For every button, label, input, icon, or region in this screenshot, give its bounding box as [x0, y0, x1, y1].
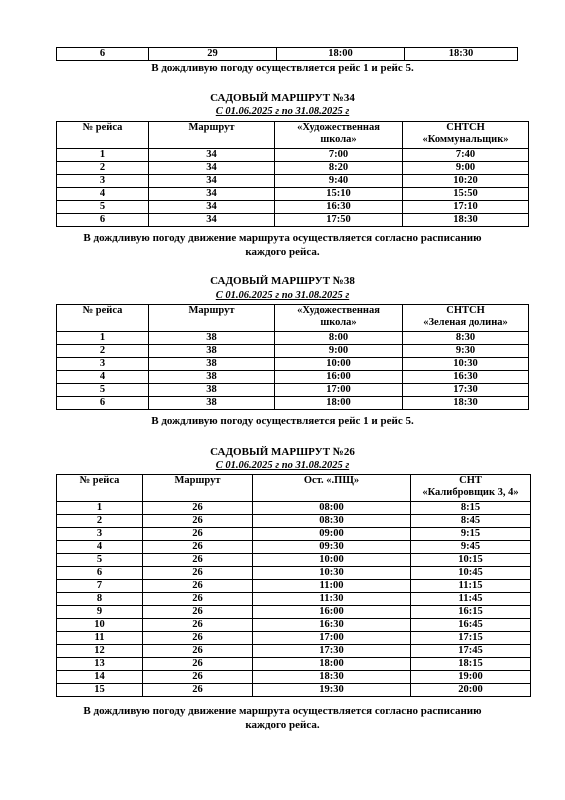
departure-cell: 09:30 [253, 541, 411, 554]
arrival-cell: 10:15 [411, 554, 531, 567]
schedule-table-38 [56, 304, 529, 410]
table-row [57, 201, 529, 214]
section-title: САДОВЫЙ МАРШРУТ №38 [210, 275, 355, 287]
route-cell: 38 [149, 384, 275, 397]
trip-number-cell: 2 [57, 345, 149, 358]
header-arrival-stop: СНТ «Калибровщик 3, 4» [411, 475, 531, 502]
header-departure-stop: Ост. «.ПЩ» [253, 475, 411, 502]
table-row [57, 619, 531, 632]
table-row [57, 632, 531, 645]
trip-number-cell: 15 [57, 684, 143, 697]
route-cell: 26 [143, 515, 253, 528]
table-row [57, 384, 529, 397]
departure-cell: 19:30 [253, 684, 411, 697]
arrival-cell: 18:30 [405, 48, 518, 61]
route-cell: 34 [149, 162, 275, 175]
table-row [57, 358, 529, 371]
table-row [57, 645, 531, 658]
route-cell: 38 [149, 397, 275, 410]
trip-number-cell: 8 [57, 593, 143, 606]
route-cell: 26 [143, 541, 253, 554]
arrival-cell: 9:30 [403, 345, 529, 358]
table-row [57, 332, 529, 345]
table-row [57, 671, 531, 684]
trip-number-cell: 4 [57, 541, 143, 554]
table-row [57, 397, 529, 410]
departure-cell: 15:10 [275, 188, 403, 201]
arrival-cell: 17:10 [403, 201, 529, 214]
departure-cell: 18:00 [277, 48, 405, 61]
departure-cell: 18:00 [275, 397, 403, 410]
trip-number-cell: 7 [57, 580, 143, 593]
arrival-cell: 18:30 [403, 397, 529, 410]
departure-cell: 10:00 [275, 358, 403, 371]
route-cell: 38 [149, 332, 275, 345]
trip-number-cell: 1 [57, 149, 149, 162]
departure-cell: 16:00 [253, 606, 411, 619]
arrival-cell: 8:30 [403, 332, 529, 345]
trip-number-cell: 2 [57, 515, 143, 528]
rain-note: В дождливую погоду осуществляется рейс 1 и рейс 5. [151, 62, 414, 74]
table-row [57, 502, 531, 515]
table-row [57, 48, 518, 61]
header-trip-number: № рейса [57, 122, 149, 149]
route-cell: 26 [143, 528, 253, 541]
arrival-cell: 11:45 [411, 593, 531, 606]
table-row [57, 345, 529, 358]
route-cell: 26 [143, 684, 253, 697]
trip-number-cell: 11 [57, 632, 143, 645]
departure-cell: 16:30 [253, 619, 411, 632]
departure-cell: 18:30 [253, 671, 411, 684]
header-departure-stop: «Художественная школа» [275, 305, 403, 332]
route-cell: 38 [149, 345, 275, 358]
arrival-cell: 8:45 [411, 515, 531, 528]
table-row [57, 188, 529, 201]
rain-note: В дождливую погоду движение маршрута осуществляется согласно расписанию [83, 232, 482, 244]
departure-cell: 7:00 [275, 149, 403, 162]
departure-cell: 08:30 [253, 515, 411, 528]
route-cell: 34 [149, 214, 275, 227]
table-header-row [57, 305, 529, 332]
table-row [57, 515, 531, 528]
trip-number-cell: 6 [57, 48, 149, 61]
departure-cell: 08:00 [253, 502, 411, 515]
trip-number-cell: 1 [57, 502, 143, 515]
route-cell: 26 [143, 593, 253, 606]
table-row [57, 606, 531, 619]
arrival-cell: 16:45 [411, 619, 531, 632]
trip-number-cell: 13 [57, 658, 143, 671]
trip-number-cell: 5 [57, 384, 149, 397]
rain-note-continued: каждого рейса. [245, 246, 320, 258]
header-arrival-stop: СНТСН «Зеленая долина» [403, 305, 529, 332]
section-period [0, 460, 565, 472]
trip-number-cell: 6 [57, 567, 143, 580]
table-row [57, 528, 531, 541]
trip-number-cell: 3 [57, 358, 149, 371]
arrival-cell: 7:40 [403, 149, 529, 162]
table-row [57, 658, 531, 671]
route-cell: 26 [143, 606, 253, 619]
schedule-table-34 [56, 121, 529, 227]
arrival-cell: 18:30 [403, 214, 529, 227]
trip-number-cell: 6 [57, 214, 149, 227]
trip-number-cell: 4 [57, 188, 149, 201]
schedule-table-26 [56, 474, 531, 697]
header-departure-stop: «Художественная школа» [275, 122, 403, 149]
departure-cell: 11:30 [253, 593, 411, 606]
route-cell: 26 [143, 502, 253, 515]
trip-number-cell: 6 [57, 397, 149, 410]
departure-cell: 10:00 [253, 554, 411, 567]
departure-cell: 09:00 [253, 528, 411, 541]
route-cell: 26 [143, 632, 253, 645]
departure-cell: 18:00 [253, 658, 411, 671]
section-period [0, 290, 565, 302]
table-header-row [57, 122, 529, 149]
table-row [57, 214, 529, 227]
departure-cell: 17:00 [275, 384, 403, 397]
route-cell: 38 [149, 358, 275, 371]
table-row [57, 175, 529, 188]
arrival-cell: 16:15 [411, 606, 531, 619]
trip-number-cell: 14 [57, 671, 143, 684]
route-cell: 26 [143, 645, 253, 658]
route-cell: 34 [149, 188, 275, 201]
table-row [57, 593, 531, 606]
trip-number-cell: 1 [57, 332, 149, 345]
trip-number-cell: 4 [57, 371, 149, 384]
arrival-cell: 9:45 [411, 541, 531, 554]
departure-cell: 9:00 [275, 345, 403, 358]
table-row [57, 567, 531, 580]
arrival-cell: 17:45 [411, 645, 531, 658]
departure-cell: 10:30 [253, 567, 411, 580]
trip-number-cell: 5 [57, 554, 143, 567]
arrival-cell: 17:15 [411, 632, 531, 645]
arrival-cell: 15:50 [403, 188, 529, 201]
rain-note-continued: каждого рейса. [245, 719, 320, 731]
route-cell: 26 [143, 619, 253, 632]
route-cell: 26 [143, 580, 253, 593]
header-route: Маршрут [143, 475, 253, 502]
departure-cell: 9:40 [275, 175, 403, 188]
period-text: С 01.06.2025 г по 31.08.2025 г [215, 290, 350, 301]
table-row [57, 554, 531, 567]
arrival-cell: 10:30 [403, 358, 529, 371]
table-row [57, 580, 531, 593]
rain-note: В дождливую погоду осуществляется рейс 1 и рейс 5. [151, 415, 414, 427]
header-trip-number: № рейса [57, 475, 143, 502]
route-cell: 26 [143, 554, 253, 567]
section-title: САДОВЫЙ МАРШРУТ №34 [210, 92, 355, 104]
arrival-cell: 11:15 [411, 580, 531, 593]
route-cell: 26 [143, 567, 253, 580]
departure-cell: 16:30 [275, 201, 403, 214]
trip-number-cell: 12 [57, 645, 143, 658]
trip-number-cell: 5 [57, 201, 149, 214]
route-cell: 38 [149, 371, 275, 384]
departure-cell: 17:00 [253, 632, 411, 645]
trip-number-cell: 2 [57, 162, 149, 175]
route-cell: 26 [143, 671, 253, 684]
trip-number-cell: 3 [57, 528, 143, 541]
arrival-cell: 18:15 [411, 658, 531, 671]
departure-cell: 16:00 [275, 371, 403, 384]
schedule-table-continued [56, 47, 518, 61]
arrival-cell: 10:45 [411, 567, 531, 580]
header-route: Маршрут [149, 305, 275, 332]
period-text: С 01.06.2025 г по 31.08.2025 г [215, 106, 350, 117]
header-arrival-stop: СНТСН «Коммунальщик» [403, 122, 529, 149]
section-period [0, 106, 565, 118]
trip-number-cell: 9 [57, 606, 143, 619]
departure-cell: 17:50 [275, 214, 403, 227]
arrival-cell: 17:30 [403, 384, 529, 397]
trip-number-cell: 3 [57, 175, 149, 188]
table-row [57, 684, 531, 697]
route-cell: 26 [143, 658, 253, 671]
arrival-cell: 19:00 [411, 671, 531, 684]
table-row [57, 149, 529, 162]
header-route: Маршрут [149, 122, 275, 149]
route-cell: 29 [149, 48, 277, 61]
departure-cell: 11:00 [253, 580, 411, 593]
trip-number-cell: 10 [57, 619, 143, 632]
section-title: САДОВЫЙ МАРШРУТ №26 [210, 446, 355, 458]
arrival-cell: 20:00 [411, 684, 531, 697]
arrival-cell: 8:15 [411, 502, 531, 515]
table-row [57, 371, 529, 384]
period-text: С 01.06.2025 г по 31.08.2025 г [215, 460, 350, 471]
departure-cell: 8:20 [275, 162, 403, 175]
arrival-cell: 9:00 [403, 162, 529, 175]
table-row [57, 162, 529, 175]
arrival-cell: 10:20 [403, 175, 529, 188]
header-trip-number: № рейса [57, 305, 149, 332]
table-header-row [57, 475, 531, 502]
departure-cell: 8:00 [275, 332, 403, 345]
route-cell: 34 [149, 201, 275, 214]
departure-cell: 17:30 [253, 645, 411, 658]
route-cell: 34 [149, 175, 275, 188]
rain-note: В дождливую погоду движение маршрута осуществляется согласно расписанию [83, 705, 482, 717]
arrival-cell: 9:15 [411, 528, 531, 541]
route-cell: 34 [149, 149, 275, 162]
table-row [57, 541, 531, 554]
arrival-cell: 16:30 [403, 371, 529, 384]
